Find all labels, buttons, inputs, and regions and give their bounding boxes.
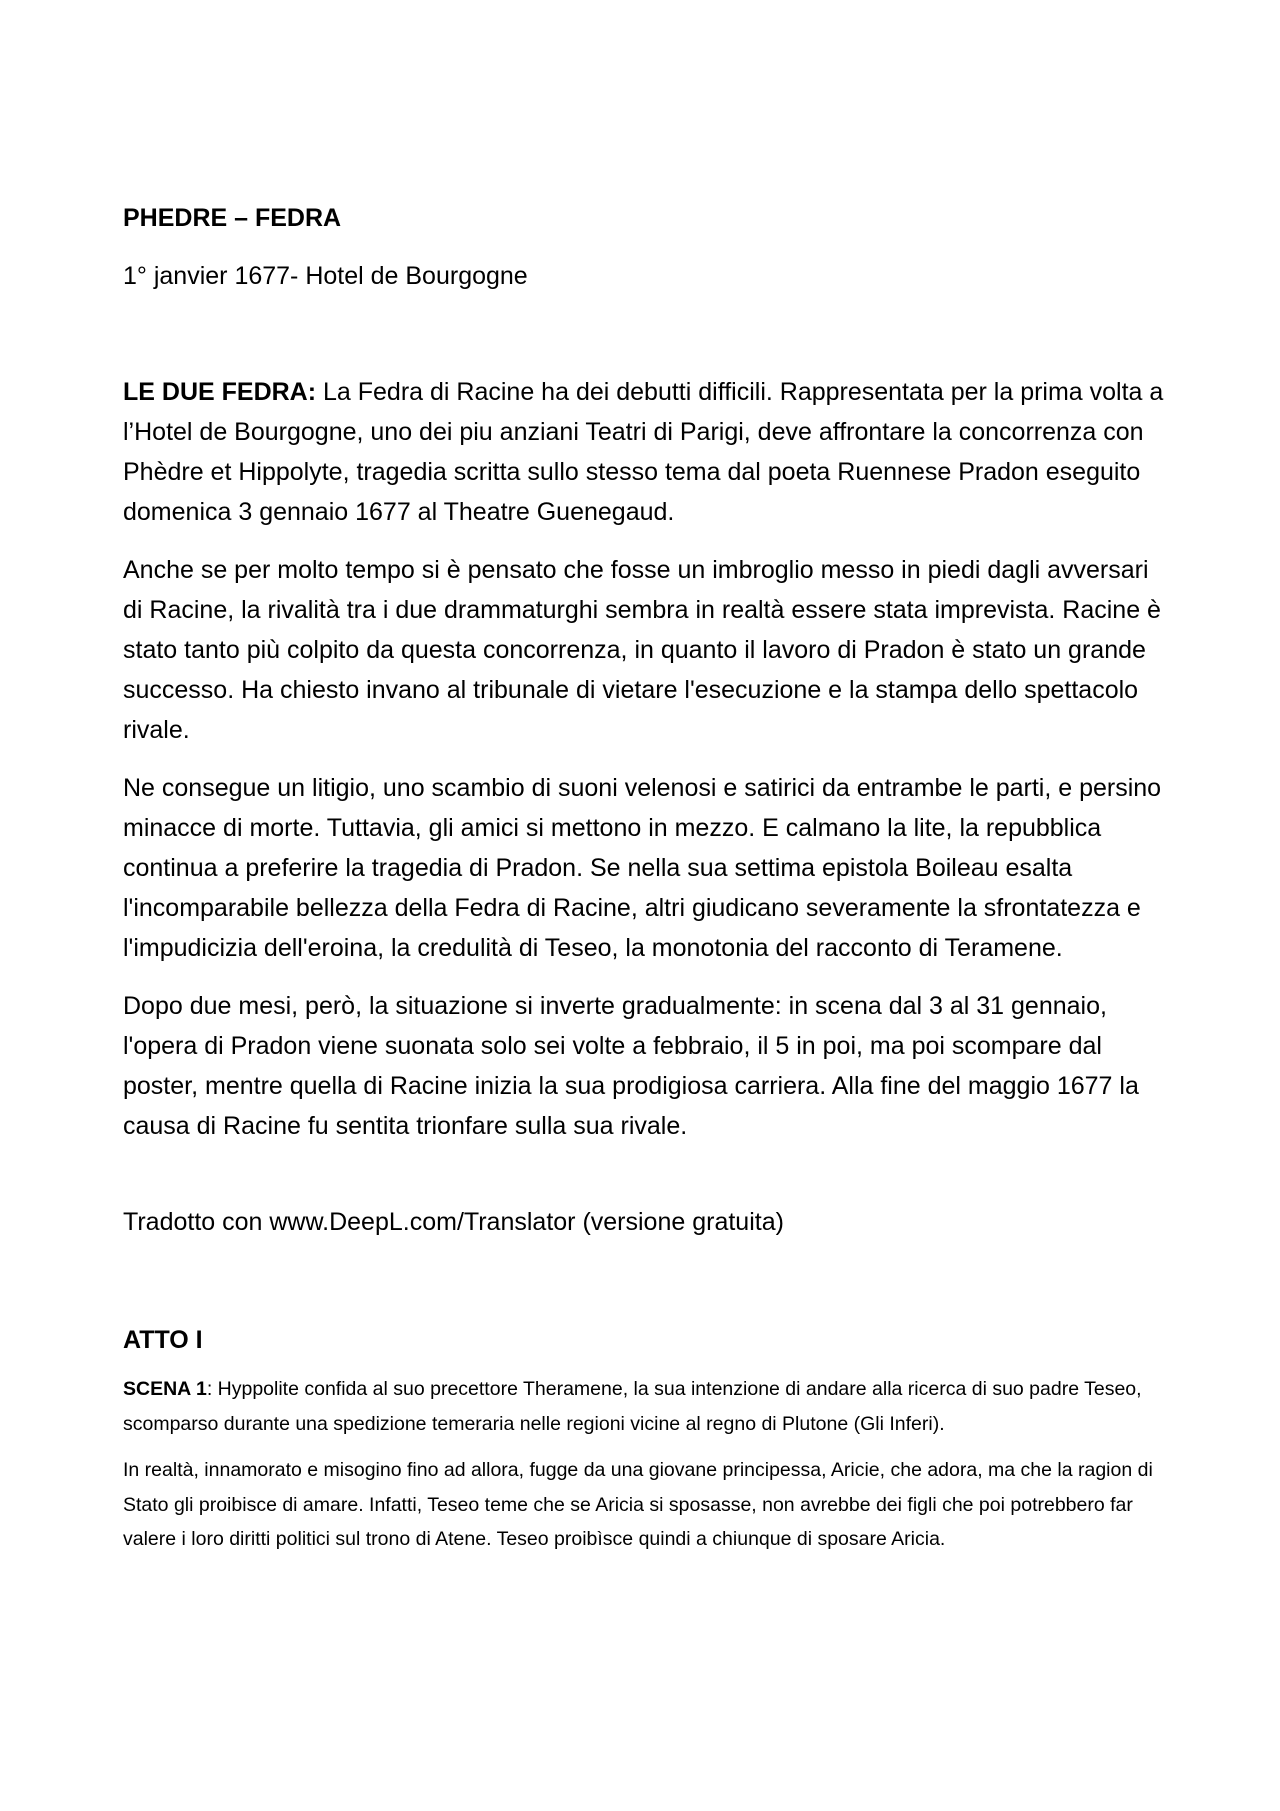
scene-paragraph-1-text: : Hyppolite confida al suo precettore Theramene, la sua intenzione di andare alla ricerca di suo padre Teseo, scomparso durante una spedizione temeraria nelle regioni vicine al regno di Plutone (Gli Inferi).: [123, 1378, 1142, 1435]
translation-credit: Tradotto con www.DeepL.com/Translator (versione gratuita): [123, 1208, 784, 1236]
document-dateline: 1° janvier 1677- Hotel de Bourgogne: [123, 262, 528, 290]
scene-paragraph-1: [123, 1372, 1173, 1441]
intro-paragraph-4: Dopo due mesi, però, la situazione si inverte gradualmente: in scena dal 3 al 31 gennaio, l'opera di Pradon viene suonata solo sei volte a febbraio, il 5 in poi, ma poi scompare dal poster, mentre quella di Racine inizia la sua prodigiosa carriera. Alla fine del maggio 1677 la causa di Racine fu sentita trionfare sulla sua rivale.: [123, 992, 1139, 1140]
intro-paragraph-1-text: La Fedra di Racine ha dei debutti difficili. Rappresentata per la prima volta a l’Hotel de Bourgogne, uno dei piu anziani Teatri di Parigi, deve affrontare la concorrenza con Phèdre et Hippolyte, tragedia scritta sullo stesso tema dal poeta Ruennese Pradon eseguito domenica 3 gennaio 1677 al Theatre Guenegaud.: [123, 378, 1164, 526]
act-title: ATTO I: [123, 1326, 203, 1354]
scene-paragraph-2: In realtà, innamorato e misogino fino ad allora, fugge da una giovane principessa, Aricie, che adora, ma che la ragion di Stato gli proibisce di amare. Infatti, Teseo teme che se Aricia si sposasse, non avrebbe dei figli che poi potrebbero far valere i loro diritti politici sul trono di Atene. Teseo proibìsce quindi a chiunque di sposare Aricia.: [123, 1459, 1153, 1550]
intro-paragraph-3: Ne consegue un litigio, uno scambio di suoni velenosi e satirici da entrambe le parti, e persino minacce di morte. Tuttavia, gli amici si mettono in mezzo. E calmano la lite, la repubblica continua a preferire la tragedia di Pradon. Se nella sua settima epistola Boileau esalta l'incomparabile bellezza della Fedra di Racine, altri giudicano severamente la sfrontatezza e l'impudicizia dell'eroina, la credulità di Teseo, la monotonia del racconto di Teramene.: [123, 774, 1162, 962]
scene-label: SCENA 1: [123, 1378, 207, 1400]
intro-paragraph-2: Anche se per molto tempo si è pensato che fosse un imbroglio messo in piedi dagli avversari di Racine, la rivalità tra i due drammaturghi sembra in realtà essere stata imprevista. Racine è stato tanto più colpito da questa concorrenza, in quanto il lavoro di Pradon è stato un grande successo. Ha chiesto invano al tribunale di vietare l'esecuzione e la stampa dello spettacolo rivale.: [123, 556, 1161, 744]
document-title: PHEDRE – FEDRA: [123, 204, 342, 232]
document-page: [123, 200, 1173, 1569]
intro-paragraph-1: [123, 372, 1173, 532]
intro-heading: LE DUE FEDRA:: [123, 378, 317, 406]
